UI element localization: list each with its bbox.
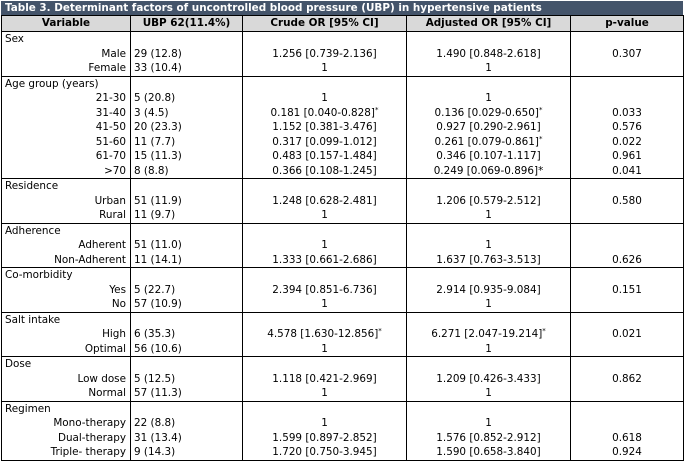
ubp-value: 20 (23.3)	[131, 120, 243, 135]
crude-or-cell	[243, 416, 407, 431]
empty-cell	[571, 76, 684, 91]
adjusted-or-cell	[407, 47, 571, 62]
header-p-value: p-value	[571, 16, 684, 32]
level-label: Normal	[2, 386, 131, 401]
crude-or-value: 0.181 [0.040-0.828]	[270, 106, 375, 119]
ubp-value: 11 (9.7)	[131, 208, 243, 223]
empty-cell	[407, 268, 571, 283]
adjusted-or-cell	[407, 342, 571, 357]
empty-cell	[407, 223, 571, 238]
crude-or-value: 1	[321, 209, 328, 221]
adjusted-or-cell	[407, 297, 571, 312]
table-row	[2, 386, 684, 401]
level-label: Dual-therapy	[2, 431, 131, 446]
table-row	[2, 120, 684, 135]
table-row	[2, 91, 684, 106]
crude-or-cell	[243, 327, 407, 342]
crude-or-cell	[243, 386, 407, 401]
section-title: Regimen	[2, 401, 131, 416]
p-value: 0.862	[571, 372, 684, 387]
adjusted-or-cell	[407, 164, 571, 179]
empty-cell	[131, 32, 243, 47]
adjusted-or-value: 1	[485, 417, 492, 429]
adjusted-or-cell	[407, 194, 571, 209]
adjusted-or-cell	[407, 135, 571, 150]
crude-or-value: 1.720 [0.750-3.945]	[272, 446, 377, 458]
empty-cell	[407, 312, 571, 327]
crude-or-cell	[243, 372, 407, 387]
empty-cell	[407, 32, 571, 47]
section-header-row	[2, 357, 684, 372]
ubp-value: 5 (20.8)	[131, 91, 243, 106]
adjusted-or-cell	[407, 61, 571, 76]
level-label: Optimal	[2, 342, 131, 357]
adjusted-or-value: 0.249 [0.069-0.896]*	[433, 164, 544, 177]
adjusted-or-cell	[407, 431, 571, 446]
level-label: 61-70	[2, 149, 131, 164]
section-title: Dose	[2, 357, 131, 372]
adjusted-significance-mark: *	[538, 134, 543, 143]
ubp-value: 6 (35.3)	[131, 327, 243, 342]
empty-cell	[571, 32, 684, 47]
table-row	[2, 164, 684, 179]
section-title: Age group (years)	[2, 76, 131, 91]
p-value: 0.151	[571, 283, 684, 298]
p-value: 0.618	[571, 431, 684, 446]
empty-cell	[131, 401, 243, 416]
table-row	[2, 297, 684, 312]
table-row	[2, 106, 684, 121]
adjusted-or-cell	[407, 372, 571, 387]
table-row	[2, 342, 684, 357]
p-value: 0.626	[571, 253, 684, 268]
section-title: Residence	[2, 179, 131, 194]
empty-cell	[571, 223, 684, 238]
section-title: Adherence	[2, 223, 131, 238]
empty-cell	[131, 268, 243, 283]
table-row	[2, 253, 684, 268]
crude-or-cell	[243, 47, 407, 62]
crude-or-cell	[243, 342, 407, 357]
table-row	[2, 208, 684, 223]
ubp-value: 51 (11.0)	[131, 238, 243, 253]
level-label: >70	[2, 164, 131, 179]
crude-or-value: 0.366 [0.108-1.245]	[272, 164, 377, 177]
p-value: 0.041	[571, 164, 684, 179]
empty-cell	[571, 401, 684, 416]
ubp-value: 11 (7.7)	[131, 135, 243, 150]
crude-or-value: 1.152 [0.381-3.476]	[272, 121, 377, 133]
crude-or-cell	[243, 164, 407, 179]
ubp-value: 3 (4.5)	[131, 106, 243, 121]
level-label: Mono-therapy	[2, 416, 131, 431]
ubp-value: 9 (14.3)	[131, 445, 243, 460]
empty-cell	[131, 179, 243, 194]
ubp-value: 5 (12.5)	[131, 372, 243, 387]
adjusted-or-value: 1	[485, 298, 492, 310]
crude-or-value: 1.248 [0.628-2.481]	[272, 194, 377, 207]
empty-cell	[243, 268, 407, 283]
empty-cell	[407, 76, 571, 91]
table-row	[2, 238, 684, 253]
crude-or-value: 0.317 [0.099-1.012]	[272, 135, 377, 148]
adjusted-or-value: 0.261 [0.079-0.861]	[434, 135, 539, 148]
ubp-value: 31 (13.4)	[131, 431, 243, 446]
level-label: Urban	[2, 194, 131, 209]
table-row	[2, 149, 684, 164]
table-header-row	[2, 16, 684, 32]
crude-significance-mark: *	[378, 327, 382, 335]
adjusted-or-value: 0.346 [0.107-1.117]	[436, 150, 541, 162]
empty-cell	[131, 76, 243, 91]
empty-cell	[131, 223, 243, 238]
crude-or-value: 4.578 [1.630-12.856]	[267, 328, 379, 340]
level-label: Rural	[2, 208, 131, 223]
adjusted-or-cell	[407, 416, 571, 431]
adjusted-or-value: 1	[485, 342, 492, 355]
adjusted-or-value: 1.637 [0.763-3.513]	[436, 253, 541, 266]
crude-or-cell	[243, 194, 407, 209]
table-row	[2, 372, 684, 387]
empty-cell	[131, 357, 243, 372]
crude-or-value: 1	[321, 417, 328, 429]
level-label: Male	[2, 47, 131, 62]
ubp-value: 57 (11.3)	[131, 386, 243, 401]
empty-cell	[243, 76, 407, 91]
empty-cell	[407, 179, 571, 194]
level-label: Low dose	[2, 372, 131, 387]
empty-cell	[243, 223, 407, 238]
empty-cell	[243, 312, 407, 327]
level-label: Triple- therapy	[2, 445, 131, 460]
crude-or-cell	[243, 149, 407, 164]
p-value: 0.580	[571, 194, 684, 209]
section-header-row	[2, 76, 684, 91]
adjusted-or-cell	[407, 208, 571, 223]
level-label: 41-50	[2, 120, 131, 135]
adjusted-or-value: 1.590 [0.658-3.840]	[436, 446, 541, 458]
table-body	[2, 32, 684, 461]
section-header-row	[2, 312, 684, 327]
crude-significance-mark: *	[374, 105, 379, 114]
adjusted-or-value: 0.927 [0.290-2.961]	[436, 121, 541, 133]
p-value: 0.924	[571, 445, 684, 460]
table-row	[2, 416, 684, 431]
table-row	[2, 47, 684, 62]
level-label: 51-60	[2, 135, 131, 150]
adjusted-or-cell	[407, 120, 571, 135]
table-row	[2, 327, 684, 342]
empty-cell	[571, 312, 684, 327]
ubp-value: 5 (22.7)	[131, 283, 243, 298]
p-value	[571, 386, 684, 401]
p-value	[571, 91, 684, 106]
empty-cell	[243, 357, 407, 372]
crude-or-value: 1	[321, 92, 328, 104]
p-value	[571, 208, 684, 223]
empty-cell	[571, 179, 684, 194]
adjusted-or-value: 6.271 [2.047-19.214]	[431, 328, 543, 340]
p-value	[571, 297, 684, 312]
crude-or-value: 1.333 [0.661-2.686]	[272, 253, 377, 266]
adjusted-or-cell	[407, 106, 571, 121]
p-value: 0.961	[571, 149, 684, 164]
crude-or-value: 1.599 [0.897-2.852]	[272, 431, 377, 444]
adjusted-or-cell	[407, 386, 571, 401]
level-label: Yes	[2, 283, 131, 298]
table-row	[2, 135, 684, 150]
empty-cell	[407, 401, 571, 416]
adjusted-or-value: 1	[485, 62, 492, 74]
crude-or-value: 1	[321, 342, 328, 355]
crude-or-cell	[243, 238, 407, 253]
adjusted-or-value: 1	[485, 209, 492, 221]
crude-or-value: 1.118 [0.421-2.969]	[272, 372, 377, 385]
p-value	[571, 342, 684, 357]
level-label: Female	[2, 61, 131, 76]
ubp-value: 11 (14.1)	[131, 253, 243, 268]
table-row	[2, 431, 684, 446]
adjusted-or-cell	[407, 327, 571, 342]
p-value: 0.307	[571, 47, 684, 62]
adjusted-or-cell	[407, 91, 571, 106]
header-variable: Variable	[2, 16, 131, 32]
empty-cell	[243, 179, 407, 194]
section-header-row	[2, 223, 684, 238]
level-label: 31-40	[2, 106, 131, 121]
adjusted-or-value: 1	[485, 387, 492, 399]
ubp-value: 57 (10.9)	[131, 297, 243, 312]
ubp-value: 29 (12.8)	[131, 47, 243, 62]
empty-cell	[571, 268, 684, 283]
crude-or-cell	[243, 61, 407, 76]
adjusted-significance-mark: *	[542, 327, 546, 335]
ubp-value: 51 (11.9)	[131, 194, 243, 209]
crude-or-cell	[243, 135, 407, 150]
section-title: Co-morbidity	[2, 268, 131, 283]
adjusted-or-value: 1	[485, 92, 492, 104]
section-header-row	[2, 401, 684, 416]
table-caption: Table 3. Determinant factors of uncontrolled blood pressure (UBP) in hypertensive patients	[1, 1, 683, 15]
table-row	[2, 283, 684, 298]
empty-cell	[243, 32, 407, 47]
crude-or-value: 2.394 [0.851-6.736]	[272, 283, 377, 296]
p-value: 0.576	[571, 120, 684, 135]
crude-or-cell	[243, 283, 407, 298]
adjusted-significance-mark: *	[538, 105, 543, 114]
p-value: 0.033	[571, 106, 684, 121]
crude-or-value: 1	[321, 387, 328, 399]
ubp-value: 22 (8.8)	[131, 416, 243, 431]
adjusted-or-cell	[407, 149, 571, 164]
header-adjusted-or: Adjusted OR [95% CI]	[407, 16, 571, 32]
level-label: Adherent	[2, 238, 131, 253]
level-label: Non-Adherent	[2, 253, 131, 268]
section-title: Salt intake	[2, 312, 131, 327]
ubp-value: 15 (11.3)	[131, 149, 243, 164]
ubp-value: 56 (10.6)	[131, 342, 243, 357]
table-row	[2, 61, 684, 76]
crude-or-value: 1.256 [0.739-2.136]	[272, 47, 377, 60]
level-label: High	[2, 327, 131, 342]
crude-or-cell	[243, 120, 407, 135]
empty-cell	[131, 312, 243, 327]
p-value	[571, 416, 684, 431]
adjusted-or-cell	[407, 253, 571, 268]
crude-or-cell	[243, 253, 407, 268]
crude-or-cell	[243, 297, 407, 312]
header-ubp: UBP 62(11.4%)	[131, 16, 243, 32]
empty-cell	[571, 357, 684, 372]
ubp-value: 8 (8.8)	[131, 164, 243, 179]
section-title: Sex	[2, 32, 131, 47]
crude-or-cell	[243, 445, 407, 460]
adjusted-or-value: 1.576 [0.852-2.912]	[436, 431, 541, 444]
results-table	[1, 15, 684, 461]
crude-or-cell	[243, 91, 407, 106]
adjusted-or-cell	[407, 238, 571, 253]
section-header-row	[2, 179, 684, 194]
crude-or-cell	[243, 208, 407, 223]
crude-or-value: 1	[321, 298, 328, 310]
level-label: No	[2, 297, 131, 312]
adjusted-or-value: 1.490 [0.848-2.618]	[436, 47, 541, 60]
p-value: 0.021	[571, 327, 684, 342]
adjusted-or-value: 0.136 [0.029-0.650]	[434, 106, 539, 119]
adjusted-or-value: 1.209 [0.426-3.433]	[436, 372, 541, 385]
p-value: 0.022	[571, 135, 684, 150]
crude-or-value: 0.483 [0.157-1.484]	[272, 150, 377, 162]
empty-cell	[243, 401, 407, 416]
section-header-row	[2, 32, 684, 47]
section-header-row	[2, 268, 684, 283]
adjusted-or-cell	[407, 445, 571, 460]
adjusted-or-value: 2.914 [0.935-9.084]	[436, 283, 541, 296]
p-value	[571, 238, 684, 253]
crude-or-value: 1	[321, 62, 328, 74]
adjusted-or-cell	[407, 283, 571, 298]
adjusted-or-value: 1	[485, 239, 492, 251]
level-label: 21-30	[2, 91, 131, 106]
p-value	[571, 61, 684, 76]
table-row	[2, 445, 684, 460]
crude-or-value: 1	[321, 239, 328, 251]
crude-or-cell	[243, 106, 407, 121]
empty-cell	[407, 357, 571, 372]
crude-or-cell	[243, 431, 407, 446]
adjusted-or-value: 1.206 [0.579-2.512]	[436, 194, 541, 207]
ubp-value: 33 (10.4)	[131, 61, 243, 76]
table-row	[2, 194, 684, 209]
header-crude-or: Crude OR [95% CI]	[243, 16, 407, 32]
